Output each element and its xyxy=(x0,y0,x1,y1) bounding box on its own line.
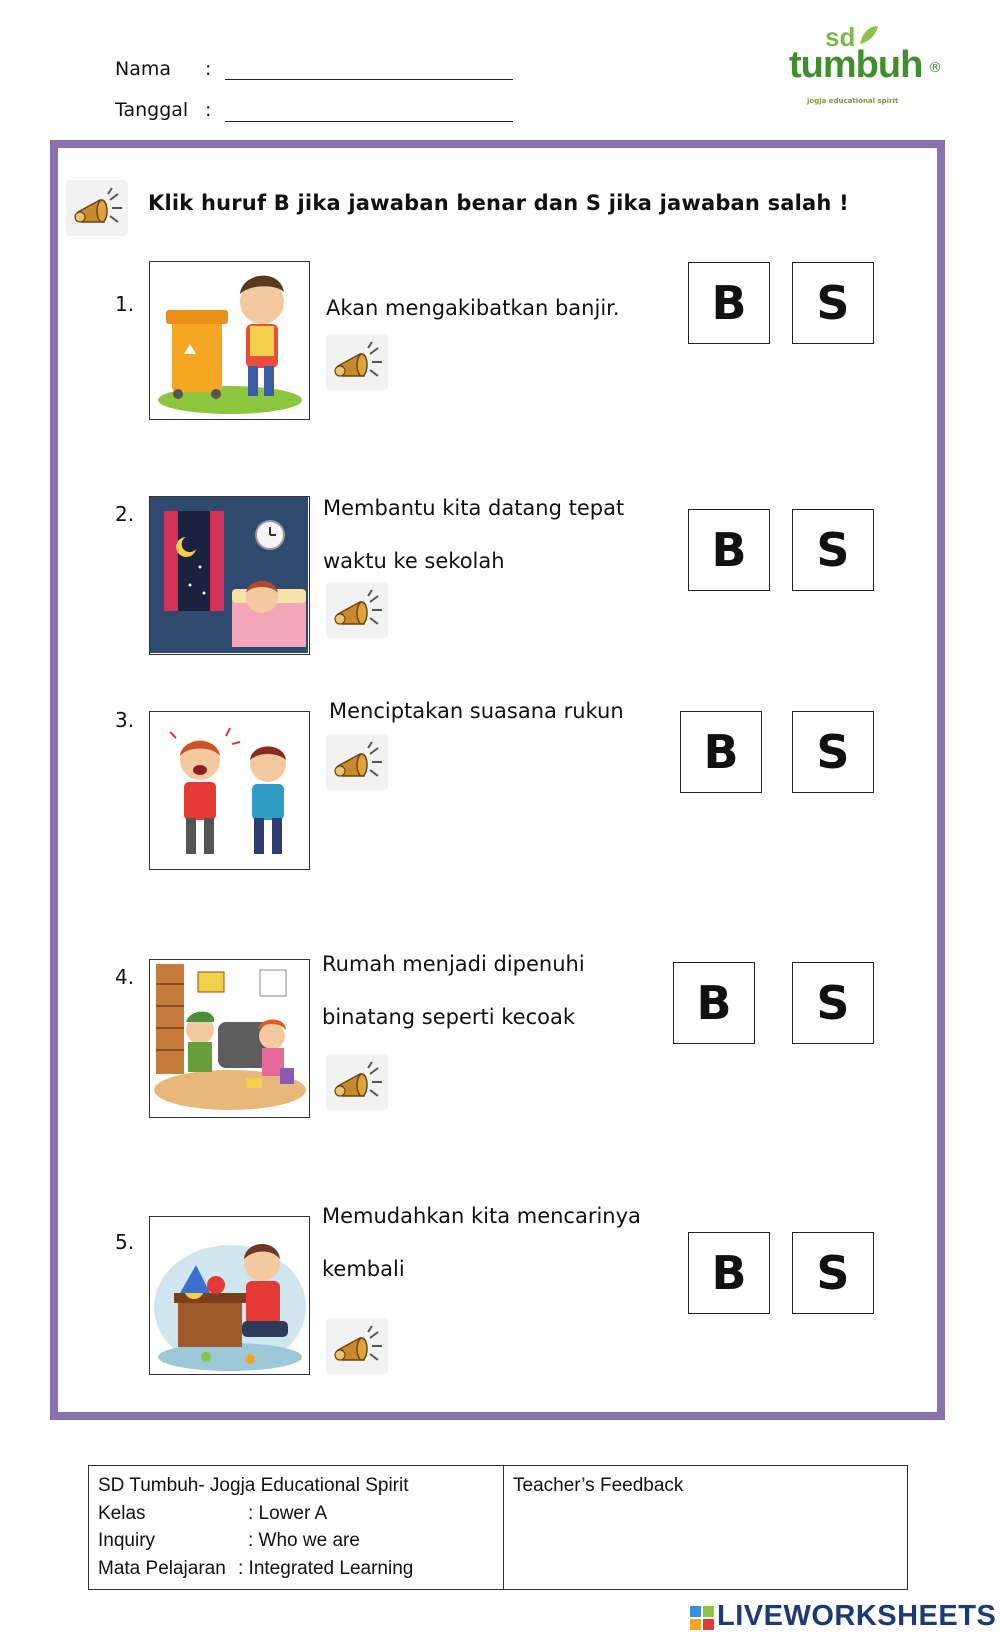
footer-inquiry-value: : Who we are xyxy=(248,1530,360,1551)
question-5-image xyxy=(149,1216,310,1375)
footer-inquiry-key: Inquiry xyxy=(98,1530,156,1551)
footer-subject-row xyxy=(98,1555,494,1583)
footer-subject-key: Mata Pelajaran xyxy=(98,1557,226,1579)
footer-subject-value: : Integrated Learning xyxy=(238,1557,414,1579)
name-colon: : xyxy=(205,58,212,80)
question-5-number: 5. xyxy=(115,1230,135,1254)
question-1-line-1: Akan mengakibatkan banjir. xyxy=(326,296,620,320)
question-2-true-button[interactable]: B xyxy=(688,509,770,591)
question-1-image xyxy=(149,261,310,420)
speaker-icon[interactable] xyxy=(326,334,388,390)
question-2-line-1: Membantu kita datang tepat xyxy=(323,496,625,520)
brand-text: LIVEWORKSHEETS xyxy=(717,1600,997,1632)
liveworksheets-brand xyxy=(690,1600,997,1638)
instruction-text: Klik huruf B jika jawaban benar dan S jika jawaban salah ! xyxy=(148,191,849,215)
question-3-image xyxy=(149,711,310,870)
leaf-icon xyxy=(858,24,880,46)
question-2-text xyxy=(323,482,624,588)
name-line[interactable] xyxy=(225,79,513,80)
liveworksheets-logo-icon xyxy=(690,1606,714,1630)
question-1-false-button[interactable]: S xyxy=(792,262,874,344)
speaker-icon[interactable] xyxy=(326,1054,388,1110)
question-4-true-button[interactable]: B xyxy=(673,962,755,1044)
name-label: Nama xyxy=(115,58,172,80)
question-1-true-button[interactable]: B xyxy=(688,262,770,344)
question-2-image xyxy=(149,496,310,655)
logo-main: tumbuh xyxy=(789,44,923,86)
question-2-line-2: waktu ke sekolah xyxy=(323,549,505,573)
question-3-false-button[interactable]: S xyxy=(792,711,874,793)
question-4-text xyxy=(322,938,585,1044)
footer-class-row xyxy=(98,1500,494,1528)
question-3-text xyxy=(329,685,624,738)
speaker-icon[interactable] xyxy=(326,1318,388,1374)
date-colon: : xyxy=(205,99,212,121)
question-5-false-button[interactable]: S xyxy=(792,1232,874,1314)
footer-class-key: Kelas xyxy=(98,1502,146,1524)
footer-school: SD Tumbuh- Jogja Educational Spirit xyxy=(98,1475,409,1496)
question-5-line-2: kembali xyxy=(322,1257,405,1281)
footer-info xyxy=(89,1466,504,1589)
speaker-icon[interactable] xyxy=(66,180,128,236)
date-label: Tanggal xyxy=(115,99,189,121)
question-1-text xyxy=(326,282,620,335)
question-4-line-2: binatang seperti kecoak xyxy=(322,1005,576,1029)
logo-reg: ® xyxy=(928,60,942,76)
question-2-number: 2. xyxy=(115,502,135,526)
question-4-false-button[interactable]: S xyxy=(792,962,874,1044)
speaker-icon[interactable] xyxy=(326,734,388,790)
footer-class-value: : Lower A xyxy=(248,1502,328,1524)
question-5-true-button[interactable]: B xyxy=(688,1232,770,1314)
footer-feedback xyxy=(504,1466,907,1589)
question-3-line-1: Menciptakan suasana rukun xyxy=(329,699,624,723)
question-4-line-1: Rumah menjadi dipenuhi xyxy=(322,952,585,976)
logo-sd: sd xyxy=(825,22,856,52)
footer-inquiry-row xyxy=(98,1527,494,1555)
question-1-number: 1. xyxy=(115,292,135,316)
question-4-image xyxy=(149,959,310,1118)
question-5-text xyxy=(322,1190,641,1296)
footer-table xyxy=(88,1465,908,1590)
question-3-number: 3. xyxy=(115,708,135,732)
date-line[interactable] xyxy=(225,121,513,122)
speaker-icon[interactable] xyxy=(326,582,388,638)
question-3-true-button[interactable]: B xyxy=(680,711,762,793)
footer-feedback-label: Teacher’s Feedback xyxy=(513,1475,684,1496)
question-2-false-button[interactable]: S xyxy=(792,509,874,591)
logo-tagline: jogja educational spirit xyxy=(807,97,899,105)
question-4-number: 4. xyxy=(115,965,135,989)
school-logo xyxy=(785,22,950,114)
question-5-line-1: Memudahkan kita mencarinya xyxy=(322,1204,641,1228)
